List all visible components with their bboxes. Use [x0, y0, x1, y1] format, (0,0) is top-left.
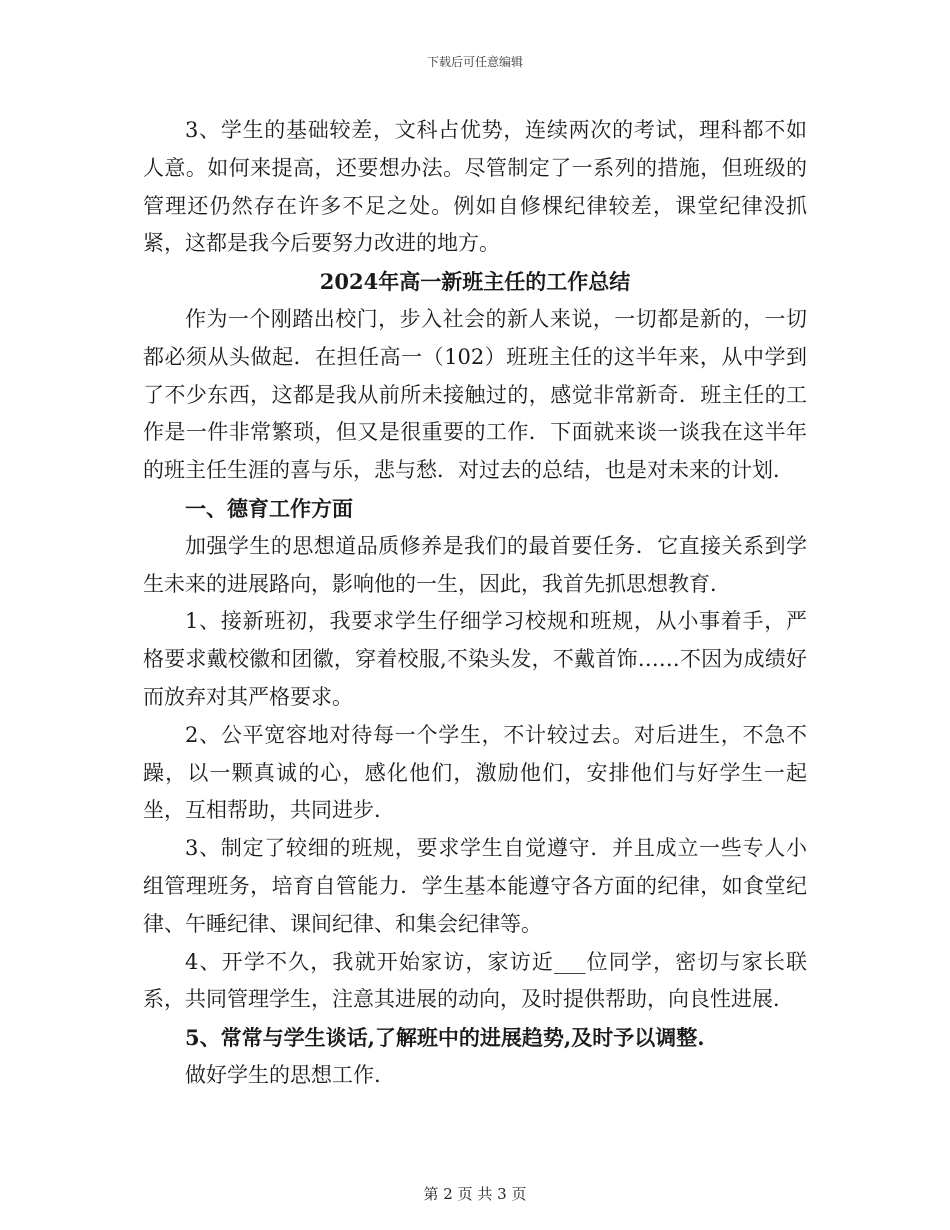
- document-body: [143, 112, 807, 1095]
- list-item-5-text: 做好学生的思想工作.: [185, 1062, 381, 1087]
- header-note: 下载后可任意编辑: [426, 55, 523, 69]
- paragraph-2: 加强学生的思想道品质修养是我们的最首要任务．它直接关系到学生未来的进展路向，影响他的一生，因此，我首先抓思想教育．: [143, 533, 807, 596]
- document-title: 2024年高一新班主任的工作总结: [319, 269, 631, 295]
- list-item-5-heading: 5、常常与学生谈话,了解班中的进展趋势,及时予以调整.: [185, 1025, 705, 1051]
- paragraph-intro: 3、学生的基础较差，文科占优势，连续两次的考试，理科都不如人意。如何来提高，还要想办法。尽管制定了一系列的措施，但班级的管理还仍然存在许多不足之处。例如自修棵纪律较差，课堂纪律没抓紧，这都是我今后要努力改进的地方。: [143, 118, 807, 256]
- section-heading-moral-education: 一、德育工作方面: [185, 495, 353, 521]
- list-item-4: 4、开学不久，我就开始家访，家访近___位同学，密切与家长联系，共同管理学生，注意其进展的动向，及时提供帮助，向良性进展．: [143, 949, 807, 1012]
- page-number: 第 2 页 共 3 页: [423, 1185, 527, 1203]
- list-item-3: 3、制定了较细的班规，要求学生自觉遵守．并且成立一些专人小组管理班务，培育自管能力．学生基本能遵守各方面的纪律，如食堂纪律、午睡纪律、课间纪律、和集会纪律等。: [143, 836, 807, 936]
- list-item-1: 1、接新班初，我要求学生仔细学习校规和班规，从小事着手，严格要求戴校徽和团徽，穿着校服,不染头发，不戴首饰……不因为成绩好而放弃对其严格要求。: [143, 609, 807, 709]
- paragraph-1: 作为一个刚踏出校门，步入社会的新人来说，一切都是新的，一切都必须从头做起．在担任高一（102）班班主任的这半年来，从中学到了不少东西，这都是我从前所未接触过的，感觉非常新奇．班主任的工作是一件非常繁琐，但又是很重要的工作．下面就来谈一谈我在这半年的班主任生涯的喜与乐，悲与愁．对过去的总结，也是对未来的计划．: [143, 306, 807, 483]
- list-item-2: 2、公平宽容地对待每一个学生，不计较过去。对后进生，不急不躁，以一颗真诚的心，感化他们，激励他们，安排他们与好学生一起坐，互相帮助，共同进步．: [143, 722, 807, 823]
